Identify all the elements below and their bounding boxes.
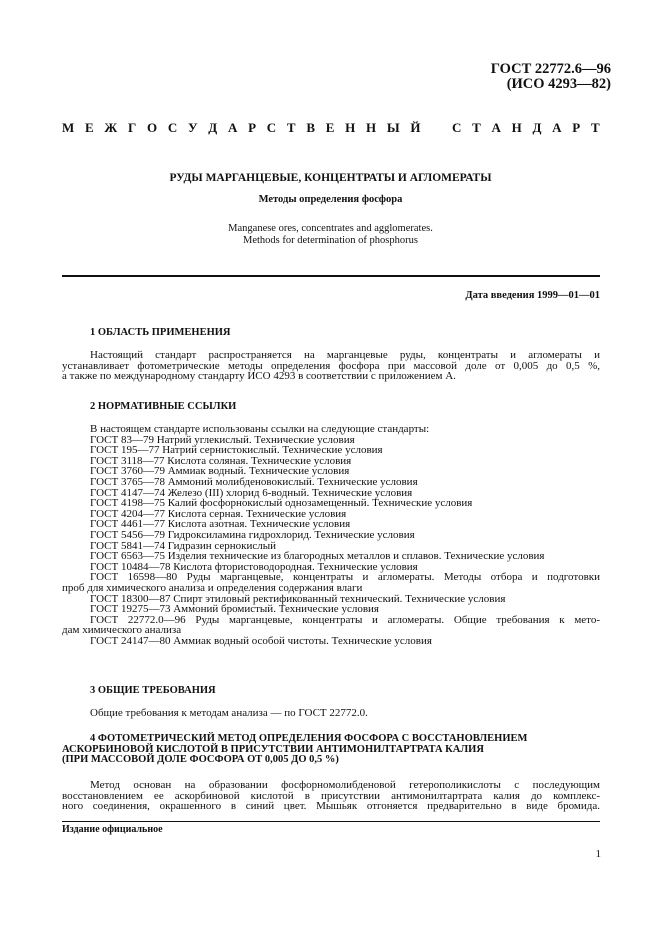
section-1-text: [62, 350, 600, 382]
reference-item: ГОСТ 19275—73 Аммоний бромистый. Технические условия: [90, 603, 379, 616]
section-4-heading: [62, 733, 528, 766]
text-line: Настоящий стандарт распространяется на марганцевые руды, концентраты и агломераты и: [90, 349, 600, 361]
section-1-heading: 1 ОБЛАСТЬ ПРИМЕНЕНИЯ: [90, 327, 231, 338]
english-title-line: Manganese ores, concentrates and agglomerates.: [228, 223, 433, 234]
reference-item-continuation: дам химического анализа: [62, 624, 182, 637]
interstate-standard-banner: [62, 120, 600, 136]
banner-letter: Д: [208, 120, 218, 135]
text-line: Общие требования к методам анализа — по ГОСТ 22772.0.: [90, 707, 368, 719]
banner-letter: С: [451, 120, 462, 135]
text-line: Метод основан на образовании фосфорномолибденовой гетерополикислоты с последующим: [90, 779, 600, 791]
banner-letter: Д: [532, 120, 542, 135]
page-number: 1: [595, 848, 601, 860]
section-3-heading: 3 ОБЩИЕ ТРЕБОВАНИЯ: [90, 685, 216, 696]
official-edition-label: Издание официальное: [62, 824, 163, 835]
english-title-line: Methods for determination of phosphorus: [243, 235, 418, 246]
section-3-text: [62, 708, 600, 719]
reference-item: ГОСТ 10484—78 Кислота фтористоводородная. Технические условия: [90, 560, 418, 573]
banner-letter: С: [167, 120, 178, 135]
banner-letter: Н: [345, 120, 356, 135]
banner-letter: Е: [325, 120, 335, 135]
reference-item: ГОСТ 5456—79 Гидроксиламина гидрохлорид. Технические условия: [90, 528, 415, 541]
banner-letter: Т: [286, 120, 296, 135]
reference-item: ГОСТ 195—77 Натрий сернистокислый. Технические условия: [90, 444, 383, 457]
banner-letter: Н: [366, 120, 377, 135]
introduction-date: Дата введения 1999—01—01: [465, 290, 600, 301]
text-line: а также по международному стандарту ИСО 4293 в соответствии с приложением А.: [62, 370, 456, 382]
reference-item: ГОСТ 83—79 Натрий углекислый. Технические условия: [90, 433, 355, 446]
document-title: РУДЫ МАРГАНЦЕВЫЕ, КОНЦЕНТРАТЫ И АГЛОМЕРАТЫ: [169, 172, 492, 184]
banner-letter: С: [266, 120, 277, 135]
banner-letter: Н: [511, 120, 522, 135]
banner-letter: Ы: [386, 120, 400, 135]
section-4-text: [62, 780, 600, 812]
banner-letter: Ж: [104, 120, 118, 135]
banner-letter: О: [147, 120, 158, 135]
reference-item: ГОСТ 4147—74 Железо (III) хлорид 6-водный. Технические условия: [90, 486, 413, 499]
title-divider: [62, 275, 600, 277]
banner-letter: А: [491, 120, 501, 135]
heading-line: АСКОРБИНОВОЙ КИСЛОТОЙ В ПРИСУТСТВИИ АНТИМОНИЛТАРТРАТА КАЛИЯ: [62, 743, 484, 755]
banner-letter: В: [306, 120, 315, 135]
banner-letter: Г: [128, 120, 137, 135]
reference-item: ГОСТ 3760—79 Аммиак водный. Технические условия: [90, 465, 350, 478]
section-2-heading: 2 НОРМАТИВНЫЕ ССЫЛКИ: [90, 401, 237, 412]
banner-letter: А: [552, 120, 562, 135]
heading-line: (ПРИ МАССОВОЙ ДОЛЕ ФОСФОРА ОТ 0,005 ДО 0,5 %): [62, 754, 339, 765]
text-line: устанавливает фотометрические методы определения фосфора при массовой доле от 0,005 до 0,5 %,: [62, 359, 600, 372]
banner-letter: Р: [572, 120, 581, 135]
banner-letter: У: [188, 120, 198, 135]
reference-item: ГОСТ 24147—80 Аммиак водный особой чистоты. Технические условия: [90, 634, 432, 647]
footer-divider: [62, 821, 600, 822]
banner-letter: Е: [85, 120, 94, 135]
reference-item: ГОСТ 4204—77 Кислота серная. Технические условия: [90, 507, 347, 520]
normative-references-list: [62, 424, 600, 646]
standard-code-block: [491, 62, 611, 92]
references-intro: В настоящем стандарте использованы ссылки на следующие стандарты:: [90, 423, 430, 435]
reference-item: ГОСТ 3765—78 Аммоний молибденовокислый. Технические условия: [90, 475, 418, 488]
reference-item: ГОСТ 16598—80 Руды марганцевые, концентраты и агломераты. Методы отбора и подготовки: [90, 571, 600, 584]
banner-letter: Т: [590, 120, 600, 135]
banner-letter: Т: [472, 120, 481, 135]
banner-letter: Й: [410, 120, 421, 135]
banner-letter: А: [227, 120, 238, 135]
reference-item: ГОСТ 5841—74 Гидразин сернокислый: [90, 539, 277, 552]
document-subtitle: Методы определения фосфора: [258, 194, 403, 205]
text-line: восстановлением ее аскорбиновой кислотой в присутствии антимонилтартрата калия до комплекс-: [62, 789, 600, 802]
iso-code: (ИСО 4293—82): [506, 76, 611, 92]
banner-letter: М: [62, 120, 75, 135]
reference-item: ГОСТ 4461—77 Кислота азотная. Технические условия: [90, 518, 351, 531]
gost-code: ГОСТ 22772.6—96: [490, 61, 611, 77]
banner-letter: Р: [248, 120, 257, 135]
heading-line: 4 ФОТОМЕТРИЧЕСКИЙ МЕТОД ОПРЕДЕЛЕНИЯ ФОСФОРА С ВОССТАНОВЛЕНИЕМ: [90, 733, 528, 744]
reference-item: ГОСТ 3118—77 Кислота соляная. Технические условия: [90, 454, 352, 467]
reference-item: ГОСТ 4198—75 Калий фосфорнокислый однозамещенный. Технические условия: [90, 497, 473, 510]
reference-item-continuation: проб для химического анализа и определения содержания влаги: [62, 581, 363, 594]
banner-gap: [431, 120, 441, 136]
reference-item: ГОСТ 6563—75 Изделия технические из благородных металлов и сплавов. Технические условия: [90, 550, 545, 563]
reference-item: ГОСТ 18300—87 Спирт этиловый ректификованный технический. Технические условия: [90, 592, 506, 605]
reference-item: ГОСТ 22772.0—96 Руды марганцевые, концентраты и агломераты. Общие требования к мето-: [90, 613, 600, 626]
english-title: [0, 223, 661, 247]
text-line: ного соединения, окрашенного в синий цвет. Мышьяк отгоняется предварительно в виде бромида.: [62, 800, 600, 812]
